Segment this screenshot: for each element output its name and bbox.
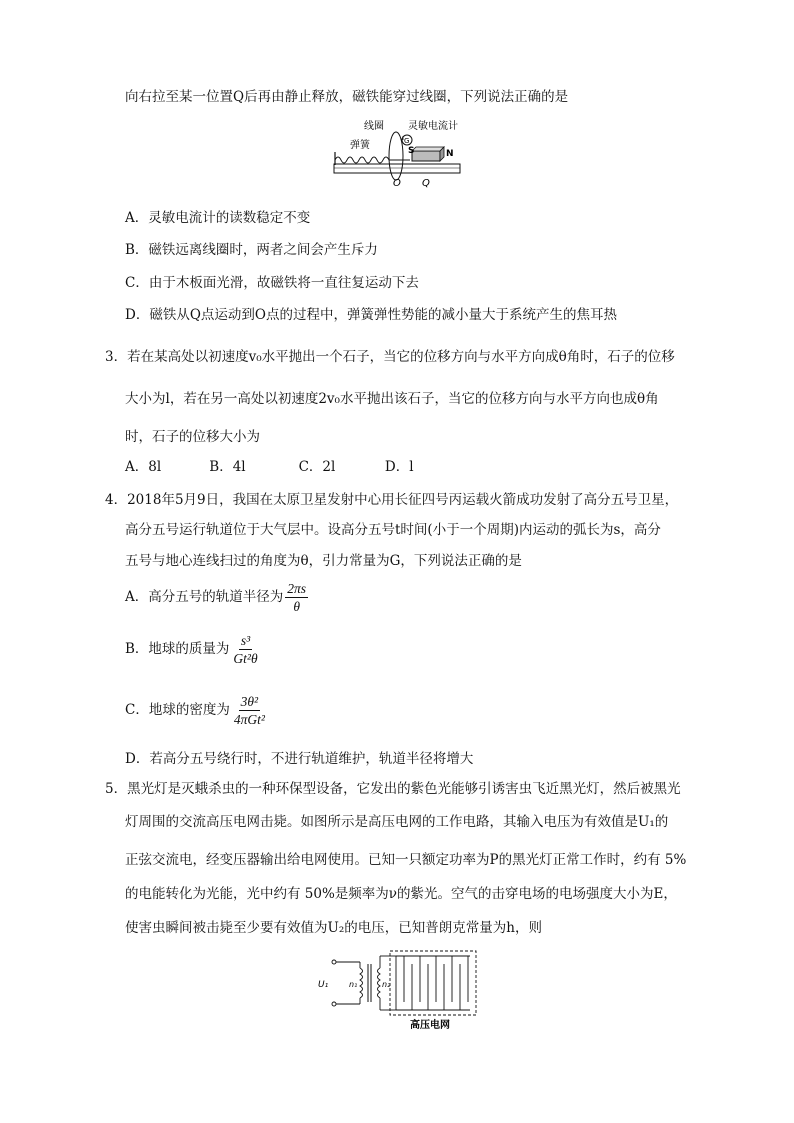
q4-option-a-den: θ: [293, 599, 300, 614]
spring-icon: [335, 157, 410, 163]
q5-figure: [312, 948, 492, 1030]
q4-option-c: [125, 693, 267, 727]
fig-caption-grid: 高压电网: [410, 1020, 450, 1030]
grid-enclosure: [390, 951, 476, 1015]
q4-option-a: [125, 580, 308, 614]
q5-line-4: 的电能转化为光能，光中约有 50%是频率为ν的紫光。空气的击穿电场的电场强度大小为E，: [125, 886, 677, 902]
q4-option-a-fraction: [285, 581, 308, 614]
q4-option-b-fraction: [231, 633, 259, 666]
fig-label-coil: 线圈: [364, 121, 384, 132]
q2-option-a: A．灵敏电流计的读数稳定不变: [125, 210, 311, 226]
q4-option-a-num: 2πs: [287, 581, 307, 596]
fig-label-n1: n₁: [349, 980, 358, 989]
secondary-coil-icon: [378, 968, 381, 998]
q2-option-c: C．由于木板面光滑，故磁铁将一直往复运动下去: [125, 275, 419, 291]
q4-option-c-den: 4πGt²: [233, 712, 265, 727]
fig-label-s: S: [408, 146, 415, 156]
fig-label-u1: U₁: [318, 980, 329, 990]
primary-coil-icon: [360, 968, 363, 998]
fig-label-galvanometer: 灵敏电流计: [408, 121, 458, 132]
q4-option-b-prefix: B．地球的质量为: [125, 641, 230, 657]
grid-wires-icon: [404, 956, 468, 1010]
q2-figure: [330, 118, 470, 196]
q4-option-c-prefix: C．地球的密度为: [125, 702, 230, 718]
fig-label-q: Q: [422, 178, 430, 189]
board: [334, 164, 460, 173]
q3-line-3: 时，石子的位移大小为: [125, 429, 260, 445]
q5-line-5: 使害虫瞬间被击毙至少要有效值为U₂的电压，已知普朗克常量为h，则: [125, 920, 542, 936]
q5-line-3: 正弦交流电，经变压器输出给电网使用。已知一只额定功率为P的黑光灯正常工作时，约有 5%: [125, 852, 687, 868]
q2-stem-tail: 向右拉至某一位置Q后再由静止释放，磁铁能穿过线圈，下列说法正确的是: [125, 89, 569, 105]
q4-option-a-prefix: A．高分五号的轨道半径为: [125, 589, 284, 605]
q4-option-b: [125, 632, 260, 666]
q2-option-d: D．磁铁从Q点运动到O点的过程中，弹簧弹性势能的减小量大于系统产生的焦耳热: [125, 307, 617, 323]
q3-option-a: A．8l: [125, 459, 162, 475]
q2-option-b: B．磁铁远离线圈时，两者之间会产生斥力: [125, 242, 378, 258]
q4-option-c-num: 3θ²: [240, 694, 259, 709]
q4-option-d: D．若高分五号绕行时，不进行轨道维护，轨道半径将增大: [125, 751, 474, 767]
fig-label-n: N: [446, 149, 454, 159]
q5-line-2: 灯周围的交流高压电网击毙。如图所示是高压电网的工作电路，其输入电压为有效值是U₁的: [125, 814, 669, 830]
q3-line-2: 大小为l，若在另一高处以初速度2v₀水平抛出该石子，当它的位移方向与水平方向也成θ角: [125, 391, 659, 407]
magnet-icon: [412, 151, 440, 161]
q3-option-c: C．2l: [298, 459, 336, 475]
q4-option-b-num: s³: [240, 633, 251, 648]
q4-line-3: 五号与地心连线扫过的角度为θ，引力常量为G，下列说法正确的是: [125, 553, 522, 569]
fig-label-o: O: [393, 178, 401, 189]
q4-line-2: 高分五号运行轨道位于大气层中。设高分五号t时间(小于一个周期)内运动的弧长为s，高分: [125, 522, 661, 538]
fig-label-spring: 弹簧: [350, 140, 370, 151]
q4-line-1: 4．2018年5月9日，我国在太原卫星发射中心用长征四号丙运载火箭成功发射了高分五号卫星，: [105, 492, 679, 508]
q3-line-1: 3．若在某高处以初速度v₀水平抛出一个石子，当它的位移方向与水平方向成θ角时，石子的位移: [105, 349, 675, 365]
q5-line-1: 5．黑光灯是灭蛾杀虫的一种环保型设备，它发出的紫色光能够引诱害虫飞近黑光灯，然后被黑光: [105, 781, 681, 797]
q3-option-d: D．l: [384, 459, 414, 475]
q3-options: [125, 458, 414, 476]
fig-label-g: G: [404, 137, 410, 145]
q4-option-b-den: Gt²θ: [233, 651, 258, 666]
fig-label-n2: n₂: [382, 980, 391, 989]
q3-option-b: B．4l: [209, 459, 246, 475]
q4-option-c-fraction: [232, 694, 267, 727]
